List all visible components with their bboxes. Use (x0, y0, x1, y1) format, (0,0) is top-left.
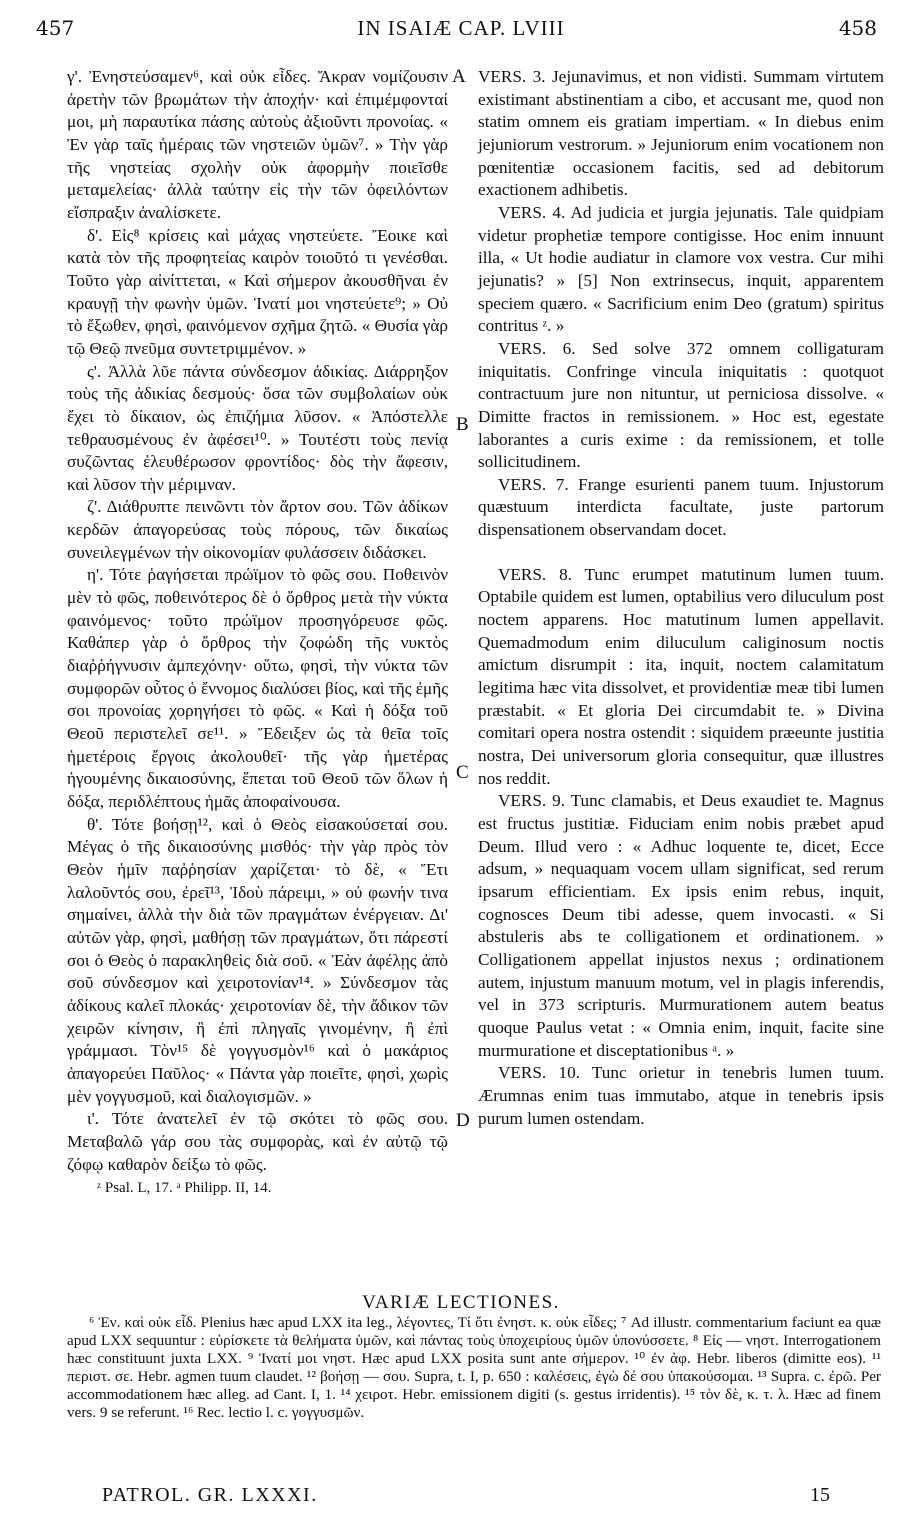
greek-paragraph: ς'. Ἀλλὰ λῦε πάντα σύνδεσμον ἀδικίας. Διάρρηξον τοὺς τῆς ἀδικίας δεσμούς· ὅσα τῶν συμβολαίων οὐκ ἔχει τὸ δίκαιον, ὡς ἐπιζήμια λῦσον. « Ἀπόστελλε τεθραυσμένους ἐν ἀφέσει¹⁰. » Τουτέστι τοὺς πενίᾳ συζῶντας ἐλευθέρωσον φροντίδος· δὸς τὴν ἄφεσιν, καὶ λῦσον τὴν μέριμναν. (67, 361, 448, 494)
page-number-left: 457 (36, 16, 75, 40)
page-number-right: 458 (838, 16, 877, 40)
margin-letter-c: C (456, 762, 469, 783)
latin-paragraph: VERS. 10. Tunc orietur in tenebris lumen tuum. Ærumnas enim tuas immutabo, atque in tenebris ipsis purum lumen ostendam. (478, 1063, 884, 1128)
greek-paragraph: ι'. Τότε ἀνατελεῖ ἐν τῷ σκότει τὸ φῶς σου. Μεταβαλῶ γάρ σου τὰς συμφορὰς, καὶ ἐν αὐτῷ τῷ ζόφῳ καθαρὸν δείξω τὸ φῶς. (67, 1109, 448, 1174)
margin-letter-a: A (452, 66, 466, 87)
latin-paragraph: VERS. 3. Jejunavimus, et non vidisti. Summam virtutem existimant abstinentiam a cibo, et accusant me, quod non statim omnem eis gratiam impertiam. « In diebus enim jejuniorum vestrorum. » Jejuniorum enim vocationem non pœnitentiæ occasionem facitis, sed ad debitorum exactionem adhibetis. (478, 67, 884, 200)
left-footnote: ᶻ Psal. L, 17. ᵃ Philipp. II, 14. (97, 1180, 272, 1197)
latin-paragraph: VERS. 9. Tunc clamabis, et Deus exaudiet te. Magnus est fructus justitiæ. Fiduciam enim nobis præbet apud Deum. Illud vero : « Adhuc loquente te, dicet, Ecce adsum, » nequaquam vocem ullam significat, sed rerum ipsarum efficientiam. Ex ipsis enim rebus, inquit, cognosces Deum tibi adesse, quem invocasti. « Si abstuleris abs te colligationem et ordinationem. » Colligationem appellat injustos nexus ; ordinationem autem, injustum manuum motum, vel in plagis inferendis, vel in 373 scripturis. Murmurationem autem beatus quoque Paulus vetat : « Omnia enim, inquit, facite sine murmuratione et disceptationibus ᵃ. » (478, 791, 884, 1060)
greek-paragraph: ζ'. Διάθρυπτε πεινῶντι τὸν ἄρτον σου. Τῶν ἀδίκων κερδῶν ἀπαγορεύσας τοὺς πόρους, τῶν δικαίως συνειλεγμένων τὴν οἰκονομίαν φυλάσσειν διδάσκει. (67, 497, 448, 562)
margin-letter-d: D (456, 1110, 470, 1131)
running-title: IN ISAIÆ CAP. LVIII (357, 16, 565, 40)
greek-paragraph: θ'. Τότε βοήσῃ¹², καὶ ὁ Θεὸς εἰσακούσεταί σου. Μέγας ὁ τῆς δικαιοσύνης μισθός· τὴν γὰρ πρὸς τὸν Θεὸν ἡμῖν παῤῥησίαν χαρίζεται· τὸ δὲ, « Ἔτι λαλοῦντός σου, ἐρεῖ¹³, Ἰδοὺ πάρειμι, » οὐ φωνήν τινα σημαίνει, ἀλλὰ τὴν διὰ τῶν πραγμάτων ἐνέργειαν. Δι' αὐτῶν γὰρ, φησὶ, μαθήσῃ τῶν πραγμάτων, ὅτι πάρεστί σοι ὁ Θεὸς ὁ παρακληθεὶς διὰ σοῦ. « Ἐὰν ἀφέλῃς ἀπὸ σοῦ σύνδεσμον καὶ χειροτονίαν¹⁴. » Σύνδεσμον τὰς ἀδίκους καλεῖ πλοκάς· χειροτονίαν δὲ, τὴν ἄδικον τῶν χειρῶν κίνησιν, ἢ ἐπὶ πληγαῖς γινομένην, ἢ ἐπὶ γράμμασι. Τὸν¹⁵ δὲ γογγυσμὸν¹⁶ καὶ ὁ μακάριος ἀπαγορεύει Παῦλος· « Πάντα γὰρ ποιεῖτε, φησὶ, χωρὶς μὲν γογγυσμοῦ, καὶ διαλογισμῶν. » (67, 814, 448, 1106)
greek-paragraph: δ'. Εἰς⁸ κρίσεις καὶ μάχας νηστεύετε. Ἔοικε καὶ κατὰ τὸν τῆς προφητείας καιρὸν τοιοῦτό τι γενέσθαι. Τοῦτο γὰρ αἰνίττεται, « Καὶ σήμερον ἀκουσθῆναι ἐν κραυγῇ τὴν φωνὴν ὑμῶν. Ἱνατί μοι νηστεύετε⁹; » Οὐ τὸ ἔξωθεν, φησὶ, φαινόμενον σχῆμα ζητῶ. « Θυσία γὰρ τῷ Θεῷ πνεῦμα συντετριμμένον. » (67, 225, 448, 358)
latin-paragraph: VERS. 6. Sed solve 372 omnem colligaturam iniquitatis. Confringe vincula iniquitatis : quotquot contractuum jure non nituntur, ut perniciosa dissolve. « Dimitte fractos in remissionem. » Hoc est, egestate laborantes a curis exime : da remissionem, et tolle sollicitudinem. (478, 338, 884, 472)
page-header (0, 16, 922, 46)
variae-lectiones-title: VARIÆ LECTIONES. (362, 1292, 560, 1313)
variae-lectiones-text: ⁶ Ἐν. καὶ οὐκ εἶδ. Plenius hæc apud LXX ita leg., λέγοντες, Τί ὅτι ἐνηστ. κ. οὐκ εἶδες; ⁷ Ad illustr. commentarium faciunt ea quæ apud LXX sequuntur : εὑρίσκετε τὰ θελήματα ὑμῶν, καὶ πάντας τοὺς ὑποχειρίους ὑμῶν ὑπονύσσετε. ⁸ Εἰς — νηστ. Interrogationem hæc constituunt juxta LXX. ⁹ Ἱνατί μοι νηστ. Hæc apud LXX posita sunt ante σήμερον. ¹⁰ ἐν ἀφ. Hebr. liberos (dimitte eos). ¹¹ περιστ. σε. Hebr. agmen tuum claudet. ¹² βοήσῃ — σου. Supra, t. I, p. 650 : καλέσεις, ἐγὼ δέ σου ὑπακούσομαι. ¹³ Supra. c. ἐρῶ. Per accommodationem hæc alleg. ad Cant. I, 1. ¹⁴ χειροτ. Hebr. emissionem digiti (s. gestus irridentis). ¹⁵ τὸν δὲ, κ. τ. λ. Hæc ad finem vers. 9 se referunt. ¹⁶ Rec. lectio l. c. γογγυσμῶν. (67, 1314, 881, 1421)
latin-paragraph: VERS. 8. Tunc erumpet matutinum lumen tuum. Optabile quidem est lumen, optabilius vero diluculum post noctem apparens. Hoc matutinum lumen appellavit. Quemadmodum enim diluculum caliginosum noctis amictum disrumpit : ita, inquit, noctem calamitatum legitima hæc vita dissolvet, et providentiæ meæ tibi lumen præstabit. « Et gloria Dei circumdabit te. » Divina comitari opera nostra ostendit : siquidem præeunte justitia nostra, Dei universorum gloria consequitur, quæ illustres nos reddit. (478, 564, 884, 788)
latin-paragraph: VERS. 4. Ad judicia et jurgia jejunatis. Tale quidpiam videtur prophetiæ tempore contigisse. Hoc enim innuunt illa, « Ut hodie audiatur in clamore vox vestra. Cur mihi jejunatis? » [5] Non extrinsecus, inquit, apparentem speciem quæro. « Sacrificium enim Deo (gratum) spiritus contritus ᶻ. » (478, 202, 884, 336)
greek-paragraph: γ'. Ἐνηστεύσαμεν⁶, καὶ οὐκ εἶδες. Ἄκραν νομίζουσιν ἀρετὴν τῶν βρωμάτων τὴν ἀποχήν· καὶ ἐπιμέμφονταί μοι, μὴ παραυτίκα πάσης αὐτοὺς ἀξιοῦντι προνοίας. « Ἐν γὰρ ταῖς ἡμέραις τῶν νηστειῶν ὑμῶν⁷. » Τὴν γὰρ τῆς νηστείας σχολὴν οὐκ ἀφορμὴν ποιεῖσθε μεταμελείας· ἀλλὰ ταύτην εἰς τὴν τῶν ὀφειλόντων εἴσπραξιν ἀναλίσκετε. (67, 67, 448, 222)
greek-column (67, 66, 448, 1198)
margin-letter-b: B (456, 414, 469, 435)
footer-signature: PATROL. GR. LXXXI. (102, 1484, 318, 1506)
greek-paragraph: η'. Τότε ῥαγήσεται πρώϊμον τὸ φῶς σου. Ποθεινὸν μὲν τὸ φῶς, ποθεινότερος δὲ ὁ ὄρθρος μετὰ τὴν νύκτα φαινόμενος· τοῦτο πρώϊμον προσηγόρευσε φῶς. Καθάπερ γὰρ ὁ ὄρθρος τὴν ζοφώδη τῆς νυκτὸς διαῤῥήγνυσιν ἀμπεχόνην· οὕτω, φησὶ, τὴν νύκτα τῶν συμφορῶν οὗτος ὁ ἔννομος διαλύσει βίος, καὶ τῆς ἐμῆς σοι προνοίας χορηγήσει τὸ φῶς. « Καὶ ἡ δόξα τοῦ Θεοῦ περιστελεῖ σε¹¹. » Ἔδειξεν ὡς τὰ θεῖα τοῖς ἡμετέροις ἔργοις ἀκολουθεῖ· τῆς γὰρ ἡμετέρας ἡγουμένης δικαιοσύνης, ἕπεται τοῦ Θεοῦ τῶν ὅλων ἡ δόξα, περιδλέπτους ἡμᾶς ἀποφαίνουσα. (67, 565, 449, 811)
latin-paragraph: VERS. 7. Frange esurienti panem tuum. Injustorum quæstuum interdicta facultate, juste partorum dispensationem observandam docet. (478, 474, 884, 540)
latin-column (478, 66, 884, 1130)
footer-sheet-number: 15 (810, 1484, 830, 1506)
